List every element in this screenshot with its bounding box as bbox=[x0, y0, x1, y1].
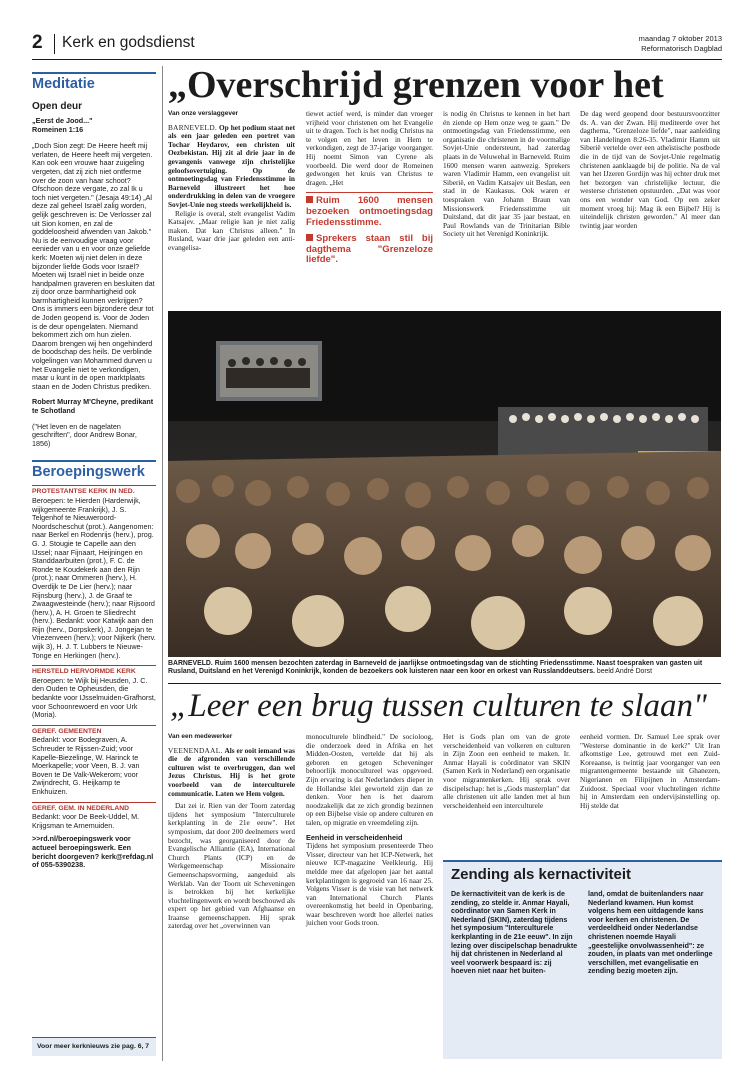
section-heading: PROTESTANTSE KERK IN NED. bbox=[32, 485, 156, 497]
section-heading: GEREF. GEMEENTEN bbox=[32, 725, 156, 737]
info-box bbox=[443, 860, 722, 1059]
section-heading: HERSTELD HERVORMDE KERK bbox=[32, 665, 156, 677]
info-box-col1: De kernactiviteit van de kerk is de zending, zo stelde ir. Anmar Hayali, coördinator van Samen Kerk in Nederland (SKIN), zaterdag tijdens het symposium "Interculturele kerkplanting in de 21e eeuw". In zijn lezing over discipelschap benadrukte hij dat christenen in Nederland al veel voorwerk bespaard is: zij hoeven niet naar het buiten- bbox=[451, 890, 578, 976]
article1-col1 bbox=[168, 110, 295, 253]
article2-col3 bbox=[443, 733, 570, 810]
section-text: Beroepen: te Hierden (Harderwijk, wijkgemeente Frankrijk), J. S. Telgenhof te Nieuweroord-Noordscheschut (prot.). Aangenomen: naar Berkel en Rodenrijs (herv.), prog. G. J. Stougie te Capelle aan den IJssel; naar Fijnaart, Heijningen en Standdaarbuiten (prot.), F. C. de Ronde te Koudekerk aan den Rijn (prot.); naar Ommeren (herv.), H. Overdijk te De Lier (herv.); naar Rijnsburg (herv.), J. de Graaf te Zwaagwesteinde (herv.); naar Rijsoord (herv.), A. H. Groen te Sliedrecht (herv.). Bedankt: voor Katwijk aan den Rijn (herv., Dorpskerk), J. Jongejan te Vriezenveen (herv.); voor Nijkerk (herv. wijk 3), H. J. T. Lubbers te Nieuwe-Tonge en Herkingen (herv.). bbox=[32, 495, 156, 660]
caption-place: BARNEVELD. bbox=[168, 660, 213, 667]
event-photo-illustration bbox=[168, 311, 721, 657]
event-photo bbox=[168, 311, 721, 657]
sidebar bbox=[32, 72, 156, 1057]
paper-name: Reformatorisch Dagblad bbox=[641, 44, 722, 53]
meditatie-body: „Doch Sion zegt: De Heere heeft mij verlaten, de Heere heeft mij vergeten. Kan ook een vrouwe haar zuigeling vergeten, dat zij zich niet ontferme over de zoon van haar schoot? Ofschoon deze vergate, zo zal Ik u toch niet vergeten." (Jesaja 49:14) „Al deze zal geheel Israël zalig worden, gelijk geschreven is: De Verlosser zal uit Sion komen, en zal de goddeloosheid afwenden van Jakob." Nu is de eenvoudige vraag voor eenieder van u en voor onze geliefde kerk: Moeten wij niet delen in deze bijzonder liefde Gods voor Israël? Moeten wij Israël niet in beide onze handpalmen graveren en besluiten dat zij door onze barmhartigheid ook barmhartigheid kunnen verkrijgen? Ons is immers een bijzondere deur tot de Joden geopend is. Voor de Joden is de deur opengelaten. Niemand bekommert zich om hun zielen. Daarom brengen wij hen ongehinderd de boodschap des heils. De verblinde volgelingen van Mohammed durven u het Evangelie niet te verkondigen, maar u kunt in de open marktplaats staan en de Joden Christus prediken. bbox=[32, 141, 155, 391]
beroepingswerk-footer[interactable]: >>rd.nl/beroepingswerk voor actueel beroepingswerk. Een bericht doorgeven? kerk@refdag.nl of 055-5390238. bbox=[32, 834, 154, 870]
article2-col1 bbox=[168, 733, 295, 931]
paragraph: is nodig én Christus te kennen in het hart én ziende op Hem onze weg te gaan." De ontmoetingsdag van Friedensstimme, een organisatie die christenen in de voormalige Sovjet-Unie ondersteunt, had zaterdag plaats in de Veluwehal in Barneveld. Ruim 1600 mensen waren aanwezig. Sprekers waren Vladimir Hamm, een evangelist uit Siberië, en Vadim Katsajev uit Beslan, een stad in de Kaukasus. Ook waren er toespraken van Johann Braun van Missionswerk Friedensstimme uit Duitsland, dat dit jaar 35 jaar bestaat, en Paul Rowlands van de Trinitarian Bible Society uit het Verenigd Koninkrijk. bbox=[443, 109, 570, 239]
paragraph: Tijdens het symposium presenteerde Theo Visser, directeur van het ICP-Netwerk, het nieuwe ICP-magazine Veelkleurig. Hij meldde mee dat afgelopen jaar het aantal kerkplantingen is gegroeid van 16 naar 25. Volgens Visser is de visie van het netwerk van International Church Plants overeenkomstig het beeld in Openbaring, waar beschreven wordt hoe allerlei naties juichen voor Gods troon. bbox=[306, 841, 433, 928]
article1-col4 bbox=[580, 110, 720, 230]
byline: Van onze verslaggever bbox=[168, 110, 239, 117]
article1-col2 bbox=[306, 110, 433, 266]
section-text: Bedankt: voor De Beek-Uddel, M. Krijgsman te Arnemuiden. bbox=[32, 812, 140, 830]
paragraph: De dag werd geopend door bestuursvoorzitter ds. A. van der Zwan. Hij mediteerde over het dagthema, "Grenzeloze liefde", naar aanleiding van Handelingen 8:26-35. Vladimir Hamm uit Siberië vertelde over een atheïstische postbode die in de tijd van de Sovjet-Unie regelmatig christenen aanklaagde bij de politie. Na de val van het IJzeren Gordijn was hij echter druk met het bezorgen van christelijke lectuur, die westerse christenen opstuurden. „Dat was voor ons een wonder van God. Op een zeker moment vroeg hij: Mag ik een Bijbel? Hij is uiteindelijk christen geworden." Al meer dan twintig jaar worden bbox=[580, 109, 720, 230]
more-news-box[interactable] bbox=[32, 1037, 156, 1056]
section-text: Beroepen: te Wijk bij Heusden, J. C. den Ouden te Opheusden, die bedankte voor IJsselmuiden-Grafhorst, voor Schoonrewoerd en voor Urk (Moria). bbox=[32, 675, 156, 720]
photo-caption bbox=[168, 660, 721, 677]
section-text: Bedankt: voor Bodegraven, A. Schreuder te Rijssen-Zuid; voor Kapelle-Biezelinge, W. Harinck te Moerkapelle; voor Veen, B. J. van Boven te De Valk-Wekerom; voor Zwijndrecht, G. Heijkamp te Enkhuizen. bbox=[32, 735, 140, 796]
beroepingswerk-list bbox=[32, 485, 156, 869]
scripture-quote: „Eerst de Jood..." bbox=[32, 116, 93, 125]
pull-quote-text: Ruim 1600 mensen bezoeken ontmoetingsdag Friedensstimme. bbox=[306, 195, 433, 228]
article2-col4 bbox=[580, 733, 720, 810]
meditatie-source: ("Het leven en de nagelaten geschriften", door Andrew Bonar, 1856) bbox=[32, 421, 137, 448]
info-box-title: Zending als kernactiviteit bbox=[451, 866, 632, 883]
article1-col3 bbox=[443, 110, 570, 239]
section-heading: GEREF. GEM. IN NEDERLAND bbox=[32, 802, 156, 814]
subheading: Eenheid in verscheidenheid bbox=[306, 832, 403, 842]
info-box-col2: land, omdat de buitenlanders naar Nederland kwamen. Hun komst volgens hem een uitdagende kans voor kerken en christenen. De verdeeldheid onder Nederlandse christenen noemde Hayali „geestelijke onvolwassenheid": ze zouden, in plaats van met onderlinge verschillen, met evangelisatie en zending bezig moeten zijn. bbox=[588, 890, 713, 976]
article1-headline: „Overschrijd grenzen voor het bbox=[168, 64, 664, 106]
page-number: 2 bbox=[32, 32, 43, 53]
meditatie-author: Robert Murray M'Cheyne, predikant te Schotland bbox=[32, 397, 154, 415]
article2-col2 bbox=[306, 733, 433, 928]
lead: Op het podium staat net als een jaar geleden een portret van Tochar Heydarov, een christen uit Oezbekistan. Hij zit al drie jaar in de gevangenis vanwege zijn christelijke geloofsovertuiging. Op de ontmoetingsdag van Friedensstimme in Barneveld illustreert het hoe onderdrukking in delen van de vroegere Sovjet-Unie nog steeds werkelijkheid is. bbox=[168, 122, 295, 209]
paragraph: Dat zei ir. Rien van der Toorn zaterdag tijdens het symposium "Interculturele kerkplanting in de 21e eeuw". Het symposium, dat door 200 deelnemers werd bezocht, was georganiseerd door de Evangelische Alliantie (EA), International Church Plants (ICP) en de Werkgemeenschap Missionaire Gemeenschapsvorming, aangeduid als Werklab. Van der Toorn uit Scheveningen is betrokken bij het kerkelijke vluchtelingenwerk en wordt beschouwd als expert op het gebied van Afghaanse en Iraanse gemeenschappen. Hij sprak zaterdag over het „overwinnen van bbox=[168, 801, 295, 931]
paragraph: monoculturele blindheid." De socioloog, die onderzoek deed in Afrika en het Midden-Oosten, vertelde dat hij als geboren en getogen Scheveninger behoorlijk monocultureel was opgevoed. Zijn ervaring is dat Nederlanders dieper in de Hollandse klei geworteld zijn dan ze denken. Voor hen is het daarom noodzakelijk dat ze zich grondig bezinnen op een Bijbelse visie op andere culturen en talen, op migratie en vreemdeling zijn. bbox=[306, 732, 433, 827]
page-header bbox=[32, 34, 722, 58]
photo-credit: beeld André Dorst bbox=[596, 668, 653, 676]
paragraph: eenheid vormen. Dr. Samuel Lee sprak over "Westerse dominantie in de kerk?" Uit Iran afkomstige Lee, getrouwd met een Zuid-Koreaanse, is twintig jaar voorganger van een migrantengemeente bestaande uit Ghanezen, Nigerianen en Filipijnen in Amsterdam-Zuidoost. Speciaal voor vluchtelingen richtte hij in Amsterdam een ondervijsinstelling op. Hij stelde dat bbox=[580, 732, 720, 810]
meditatie-heading: Meditatie bbox=[32, 72, 156, 92]
date: maandag 7 oktober 2013 bbox=[638, 34, 722, 43]
byline: Van een medewerker bbox=[168, 733, 233, 740]
paragraph: tiewet actief werd, is minder dan vroeger vrijheid voor christenen om het Evangelie uit te dragen. Toch is het nodig Christus na te volgen en het leven in Hem te verkondigen, zegt de 37-jarige voorganger. Hij noemt Simon van Cyrene als voorbeeld. Die werd door de Romeinen gedwongen het kruis van Christus te dragen. „Het bbox=[306, 109, 433, 187]
article2-headline: „Leer een brug tussen culturen te slaan" bbox=[170, 688, 707, 724]
more-news-text: Voor meer kerknieuws zie pag. 6, 7 bbox=[37, 1043, 150, 1050]
pull-quote-2 bbox=[306, 234, 433, 266]
pull-quote-text: Sprekers staan stil bij dagthema "Grenzeloze liefde". bbox=[306, 232, 433, 266]
dateline: BARNEVELD. bbox=[168, 122, 218, 132]
beroepingswerk-heading: Beroepingswerk bbox=[32, 460, 156, 480]
paragraph: Religie is overal, stelt evangelist Vadim Katsajev. „Maar religie kan je niet zalig maken. Dat kan Christus alleen." In Rusland, waar drie jaar geleden een anti-evangelisa- bbox=[168, 208, 295, 252]
meditatie-title: Open deur bbox=[32, 101, 83, 112]
caption-text: Ruim 1600 mensen bezochten zaterdag in Barneveld de jaarlijkse ontmoetingsdag van de stichting Friedensstimme. Naast toespraken van gasten uit Rusland, Duitsland en het Verenigd Koninkrijk, konden de bezoekers ook luisteren naar een koor en orkest van Russlanddeutsers. bbox=[168, 660, 703, 676]
section-title: Kerk en godsdienst bbox=[62, 34, 195, 51]
paragraph: Het is Gods plan om van de grote verscheidenheid van volkeren en culturen in Zijn Zoon een eenheid te maken. Ir. Anmar Hayali is coördinator van SKIN (Samen Kerk in Nederland) een organisatie voor migrantenkerken. Hij sprak over discipelschap: het is „Gods masterplan" dat alle christenen uit alle landen met al hun verscheidenheid een interculturele bbox=[443, 732, 570, 810]
scripture-ref: Romeinen 1:16 bbox=[32, 124, 84, 134]
lead: Als er ooit iemand was die de afgronden van verschillende culturen wist te overbruggen, dan wel Jezus Christus. Hij is het grote voorbeeld van de interculturele communicatie. Laten we Hem volgen. bbox=[168, 745, 296, 798]
dateline: VEENENDAAL. bbox=[168, 745, 223, 755]
pull-quote-1 bbox=[306, 192, 433, 228]
